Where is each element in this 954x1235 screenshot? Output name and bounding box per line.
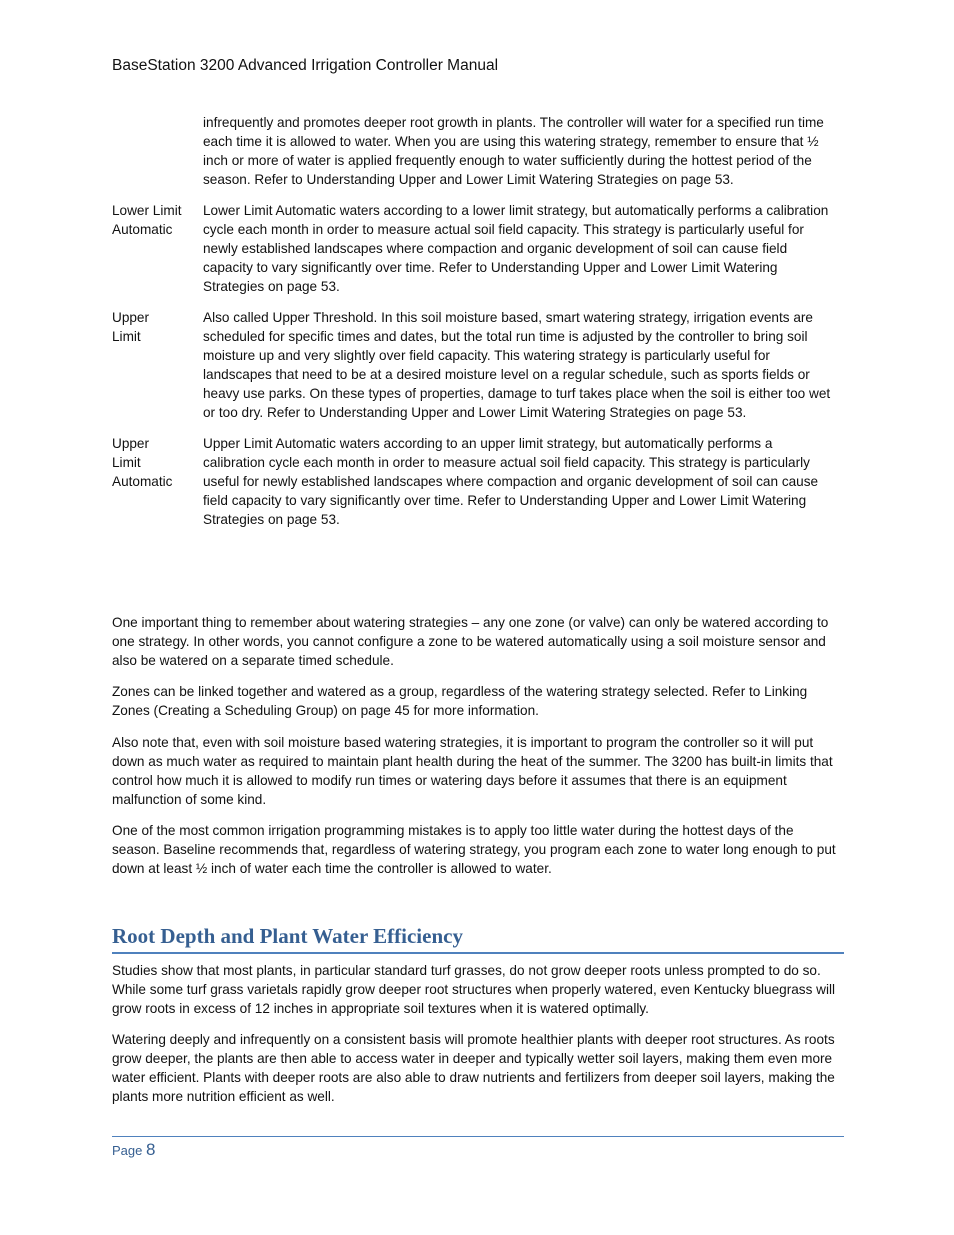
definition-table xyxy=(112,113,832,541)
definition-description: Lower Limit Automatic waters according to a lower limit strategy, but automatically performs a calibration cycle each month in order to measure actual soil field capacity. This strategy is particularly useful for newly established landscapes where compaction and organic development of soil can cause field capacity to vary significantly over time. Refer to Understanding Upper and Lower Limit Watering Strategies on page 53. xyxy=(203,203,829,294)
body-paragraph: One of the most common irrigation programming mistakes is to apply too little water during the hottest days of the season. Baseline recommends that, regardless of watering strategy, you program each zone to water long enough to put down at least ½ inch of water each time the controller is allowed to water. xyxy=(112,823,836,876)
definition-term: Lower Limit Automatic xyxy=(112,203,182,237)
body-paragraph: One important thing to remember about watering strategies – any one zone (or valve) can only be watered according to one strategy. In other words, you cannot configure a zone to be watered automatically using a soil moisture sensor and also be watered on a separate timed schedule. xyxy=(112,615,829,668)
body-paragraph: Zones can be linked together and watered as a group, regardless of the watering strategy selected. Refer to Linking Zones (Creating a Scheduling Group) on page 45 for more information. xyxy=(112,684,808,718)
page-number: 8 xyxy=(146,1140,156,1159)
definition-row xyxy=(112,113,832,189)
definition-description: Also called Upper Threshold. In this soil moisture based, smart watering strategy, irrigation events are scheduled for specific times and dates, but the total run time is adjusted by the controller to bring soil moisture up and very slightly over field capacity. This watering strategy is particularly useful for landscapes that need to be at a desired moisture level on a regular schedule, such as sports fields or heavy use parks. On these types of properties, damage to turf takes place when the soil is either too wet or too dry. Refer to Understanding Upper and Lower Limit Watering Strategies on page 53. xyxy=(203,310,831,420)
definition-description: Upper Limit Automatic waters according to an upper limit strategy, but automatically performs a calibration cycle each month in order to measure actual soil field capacity. This strategy is particularly useful for newly established landscapes where compaction and organic development of soil can cause field capacity to vary significantly over time. Refer to Understanding Upper and Lower Limit Watering Strategies on page 53. xyxy=(203,436,819,527)
definition-term: Upper Limit xyxy=(112,310,150,344)
heading-rule xyxy=(112,952,844,954)
definition-term: Upper Limit Automatic xyxy=(112,436,173,489)
page-footer xyxy=(112,1140,155,1160)
section-paragraph: Studies show that most plants, in particular standard turf grasses, do not grow deeper roots unless prompted to do so. While some turf grass varietals rapidly grow deeper root structures when properly watered, even Kentucky bluegrass will grow roots in excess of 12 inches in appropriate soil textures when it is watered optimally. xyxy=(112,963,836,1016)
definition-row xyxy=(112,308,832,422)
definition-row xyxy=(112,434,832,529)
definition-row xyxy=(112,201,832,296)
footer-rule xyxy=(112,1136,844,1137)
body-paragraph: Also note that, even with soil moisture based watering strategies, it is important to program the controller so it will put down as much water as required to maintain plant health during the heat of the summer. The 3200 has built-in limits that control how much it is allowed to modify run times or watering days before it assumes that there is an equipment malfunction of some kind. xyxy=(112,735,833,807)
definition-description: infrequently and promotes deeper root growth in plants. The controller will water for a specified run time each time it is allowed to water. When you are using this watering strategy, remember to ensure that ½ inch or more of water is applied frequently enough to water sufficiently during the hottest period of the season. Refer to Understanding Upper and Lower Limit Watering Strategies on page 53. xyxy=(203,115,824,187)
definition-term xyxy=(112,113,203,189)
section-heading: Root Depth and Plant Water Efficiency xyxy=(112,924,463,948)
running-header: BaseStation 3200 Advanced Irrigation Controller Manual xyxy=(112,57,499,74)
section-paragraph: Watering deeply and infrequently on a consistent basis will promote healthier plants with deeper root structures. As roots grow deeper, the plants are then able to access water in deeper and typically wetter soil layers, making them even more water efficient. Plants with deeper roots are also able to draw nutrients and fertilizers from deeper soil layers, making the plants more nutrition efficient as well. xyxy=(112,1032,835,1104)
page-label: Page xyxy=(112,1143,143,1158)
